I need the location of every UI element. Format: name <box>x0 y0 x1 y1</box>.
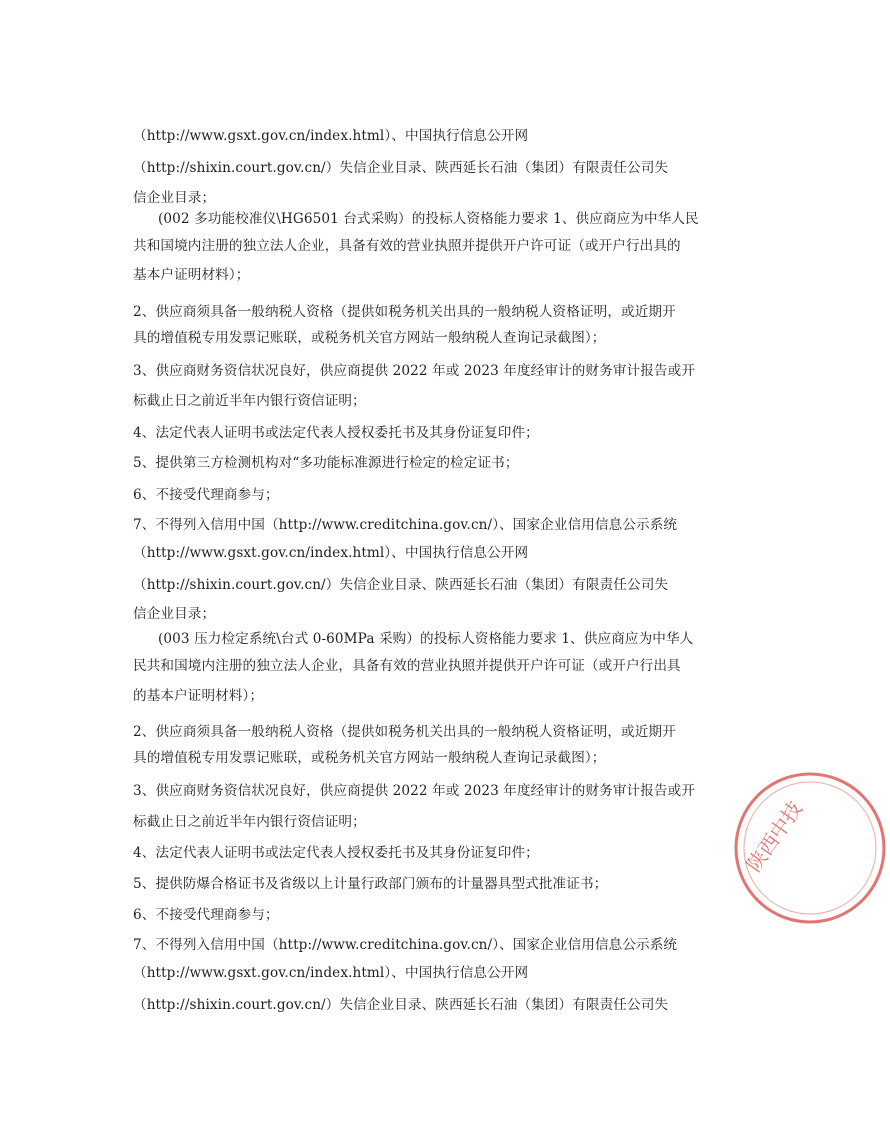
text-line: 共和国境内注册的独立法人企业，具备有效的营业执照并提供开户许可证（或开户行出具的 <box>133 238 681 254</box>
text-line: 具的增值税专用发票记账联，或税务机关官方网站一般纳税人查询记录截图）； <box>133 750 606 766</box>
text-line: （http://shixin.court.gov.cn/）失信企业目录、陕西延长石油（集团）有限责任公司失 <box>133 577 669 593</box>
text-line: (003 压力检定系统\台式 0-60MPa 采购）的投标人资格能力要求 1、供应商应为中华人 <box>158 631 694 647</box>
text-line: 4、法定代表人证明书或法定代表人授权委托书及其身份证复印件； <box>133 425 539 441</box>
text-line: 3、供应商财务资信状况良好，供应商提供 2022 年或 2023 年度经审计的财务审计报告或开 <box>133 783 696 799</box>
text-line: （http://shixin.court.gov.cn/）失信企业目录、陕西延长石油（集团）有限责任公司失 <box>133 997 669 1013</box>
text-line: （http://www.gsxt.gov.cn/index.html）、中国执行信息公开网 <box>133 128 529 144</box>
text-line: 具的增值税专用发票记账联，或税务机关官方网站一般纳税人查询记录截图）； <box>133 330 606 346</box>
text-line: 6、不接受代理商参与； <box>133 907 279 923</box>
text-line: （http://shixin.court.gov.cn/）失信企业目录、陕西延长石油（集团）有限责任公司失 <box>133 160 669 176</box>
text-line: 信企业目录； <box>133 606 216 622</box>
text-line: （http://www.gsxt.gov.cn/index.html）、中国执行信息公开网 <box>133 965 529 981</box>
svg-text:陕西中技: 陕西中技 <box>741 796 808 877</box>
text-line: 标截止日之前近半年内银行资信证明； <box>133 393 366 409</box>
text-line: 7、不得列入信用中国（http://www.creditchina.gov.cn/）、国家企业信用信息公示系统 <box>133 937 678 953</box>
text-line: 5、提供第三方检测机构对“多功能标准源进行检定的检定证书； <box>133 455 519 471</box>
text-line: 5、提供防爆合格证书及省级以上计量行政部门颁布的计量器具型式批准证书； <box>133 876 608 892</box>
company-seal-stamp <box>730 768 890 928</box>
text-line: 的基本户证明材料）； <box>133 688 264 704</box>
text-line: 民共和国境内注册的独立法人企业，具备有效的营业执照并提供开户许可证（或开户行出具 <box>133 658 681 674</box>
text-line: (002 多功能校准仪\HG6501 台式采购）的投标人资格能力要求 1、供应商应为中华人民 <box>158 211 699 227</box>
text-line: 6、不接受代理商参与； <box>133 487 279 503</box>
text-line: 4、法定代表人证明书或法定代表人授权委托书及其身份证复印件； <box>133 845 539 861</box>
text-line: 2、供应商须具备一般纳税人资格（提供如税务机关出具的一般纳税人资格证明，或近期开 <box>133 304 676 320</box>
text-line: 7、不得列入信用中国（http://www.creditchina.gov.cn/）、国家企业信用信息公示系统 <box>133 517 678 533</box>
text-line: 3、供应商财务资信状况良好，供应商提供 2022 年或 2023 年度经审计的财务审计报告或开 <box>133 363 696 379</box>
text-line: （http://www.gsxt.gov.cn/index.html）、中国执行信息公开网 <box>133 545 529 561</box>
text-line: 2、供应商须具备一般纳税人资格（提供如税务机关出具的一般纳税人资格证明，或近期开 <box>133 724 676 740</box>
text-line: 基本户证明材料）； <box>133 267 250 283</box>
text-line: 标截止日之前近半年内银行资信证明； <box>133 814 366 830</box>
text-line: 信企业目录； <box>133 190 216 206</box>
